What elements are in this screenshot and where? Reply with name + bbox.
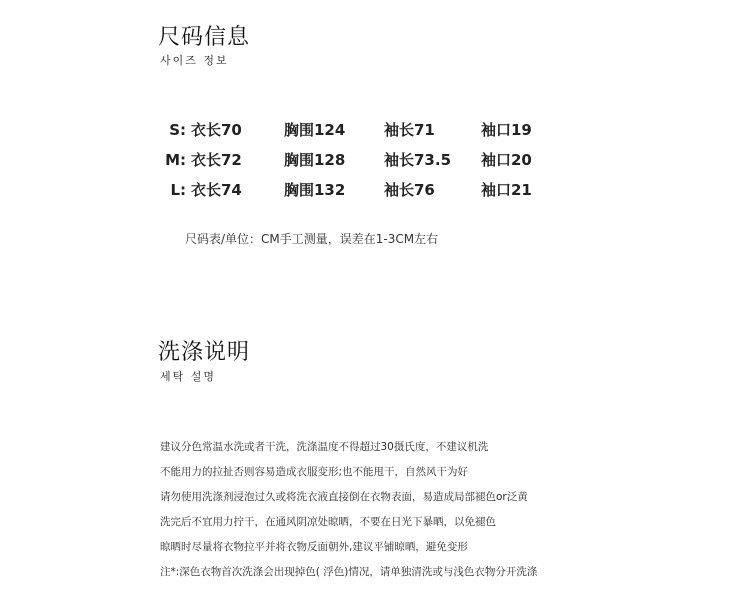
wash-instruction-line: 注*:深色衣物首次洗涤会出现掉色( 浮色)情况，请单独清洗或与浅色衣物分开洗涤 (160, 565, 538, 578)
chest-value: 胸围128 (284, 151, 346, 169)
sleeve-value: 袖长71 (384, 121, 435, 139)
cuff-value: 袖口19 (481, 121, 532, 139)
size-label: S: (169, 121, 186, 139)
size-measurement-note: 尺码表/单位：CM手工测量，误差在1-3CM左右 (185, 232, 439, 246)
length-value: 衣长72 (191, 151, 242, 169)
size-info-title: 尺码信息 (158, 25, 251, 50)
wash-instructions-subtitle: 세탁 설명 (160, 370, 217, 383)
wash-instruction-line: 晾晒时尽量将衣物拉平并将衣物反面朝外,建议平铺晾晒，避免变形 (160, 540, 468, 553)
cuff-value: 袖口21 (481, 181, 532, 199)
wash-instruction-line: 建议分色常温水洗或者干洗，洗涤温度不得超过30摄氏度，不建议机洗 (160, 440, 489, 453)
sleeve-value: 袖长76 (384, 181, 435, 199)
wash-instruction-line: 不能用力的拉扯否则容易造成衣服变形;也不能甩干，自然风干为好 (160, 465, 469, 478)
size-label: L: (170, 181, 186, 199)
length-value: 衣长70 (191, 121, 242, 139)
sleeve-value: 袖长73.5 (384, 151, 452, 169)
cuff-value: 袖口20 (481, 151, 532, 169)
wash-instructions-title: 洗涤说明 (158, 340, 251, 365)
length-value: 衣长74 (191, 181, 242, 199)
chest-value: 胸围124 (284, 121, 346, 139)
size-info-subtitle: 사이즈 정보 (160, 54, 229, 67)
chest-value: 胸围132 (284, 181, 346, 199)
wash-instruction-line: 请勿使用洗涤剂浸泡过久或将洗衣液直接倒在衣物表面，易造成局部褪色or泛黄 (160, 490, 528, 503)
size-label: M: (165, 151, 186, 169)
wash-instruction-line: 洗完后不宜用力拧干，在通风阴凉处晾晒，不要在日光下暴晒，以免褪色 (160, 515, 496, 528)
